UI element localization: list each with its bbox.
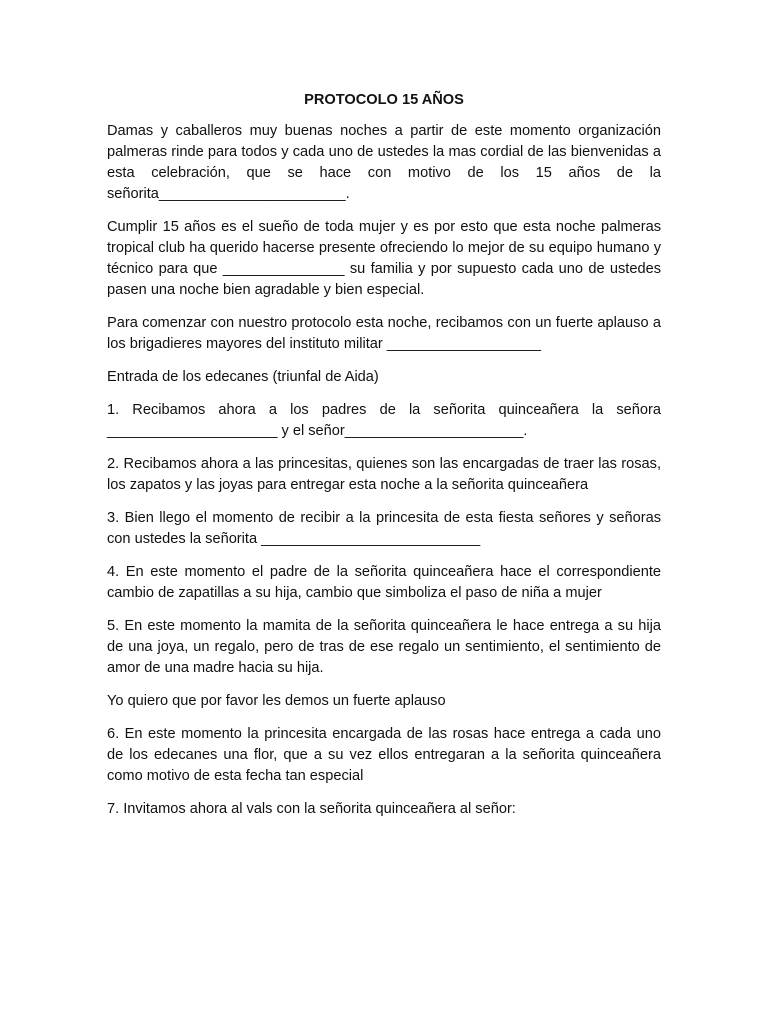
paragraph-dream: Cumplir 15 años es el sueño de toda mujer y es por esto que esta noche palmeras tropical club ha querido hacerse presente ofreciendo lo mejor de su equipo humano y técnico para que _______________ su familia y por supuesto cada uno de ustedes pasen una noche bien agradable y bien especial.	[107, 219, 661, 298]
paragraph-applause: Yo quiero que por favor les demos un fuerte aplauso	[107, 693, 446, 709]
paragraph-edecanes-entrance: Entrada de los edecanes (triunfal de Aida)	[107, 369, 379, 385]
paragraph-step-2: 2. Recibamos ahora a las princesitas, quienes son las encargadas de traer las rosas, los zapatos y las joyas para entregar esta noche a la señorita quinceañera	[107, 456, 661, 493]
paragraph-step-3: 3. Bien llego el momento de recibir a la princesita de esta fiesta señores y señoras con ustedes la señorita ___________________________	[107, 510, 661, 547]
paragraph-step-6: 6. En este momento la princesita encargada de las rosas hace entrega a cada uno de los edecanes una flor, que a su vez ellos entregaran a la señorita quinceañera como motivo de esta fecha tan especial	[107, 726, 661, 784]
paragraph-step-4: 4. En este momento el padre de la señorita quinceañera hace el correspondiente cambio de zapatillas a su hija, cambio que simboliza el paso de niña a mujer	[107, 564, 661, 601]
paragraph-begin-protocol: Para comenzar con nuestro protocolo esta noche, recibamos con un fuerte aplauso a los brigadieres mayores del instituto militar ___________________	[107, 315, 661, 352]
document-title: PROTOCOLO 15 AÑOS	[304, 92, 464, 108]
paragraph-step-1: 1. Recibamos ahora a los padres de la señorita quinceañera la señora _____________________ y el señor______________________.	[107, 402, 661, 439]
paragraph-step-7: 7. Invitamos ahora al vals con la señorita quinceañera al señor:	[107, 801, 516, 817]
paragraph-step-5: 5. En este momento la mamita de la señorita quinceañera le hace entrega a su hija de una joya, un regalo, pero de tras de ese regalo un sentimiento, el sentimiento de amor de una madre hacia su hija.	[107, 618, 661, 676]
paragraph-welcome: Damas y caballeros muy buenas noches a partir de este momento organización palmeras rinde para todos y cada uno de ustedes la mas cordial de las bienvenidas a esta celebración, que se hace con motivo de los 15 años de la señorita_______________________.	[107, 123, 661, 202]
